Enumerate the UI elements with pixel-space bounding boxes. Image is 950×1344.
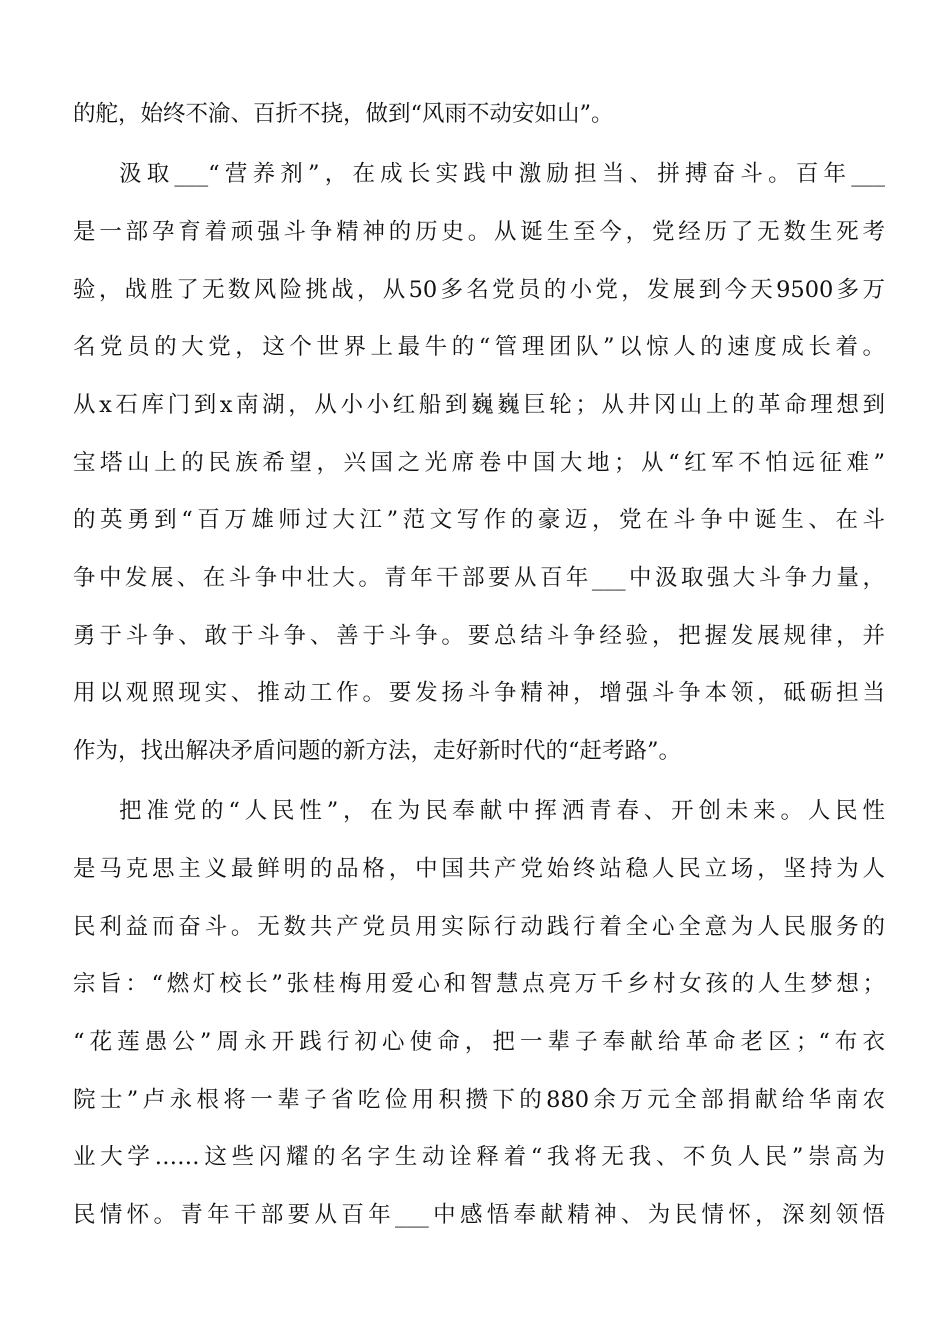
text-line: 宝塔山上的民族希望，兴国之光席卷中国大地；从“红军不怕远征难” <box>73 450 885 476</box>
text-line: 业大学……这些闪耀的名字生动诠释着“我将无我、不负人民”崇高为 <box>73 1144 885 1170</box>
text-line: 是马克思主义最鲜明的品格，中国共产党始终站稳人民立场，坚持为人 <box>73 856 885 882</box>
paragraph-first-line: 把准党的“人民性”，在为民奉献中挥洒青春、开创未来。人民性 <box>119 798 885 824</box>
text-line: 勇于斗争、敢于斗争、善于斗争。要总结斗争经验，把握发展规律，并 <box>73 623 885 649</box>
paragraph-first-line: 汲取___“营养剂”，在成长实践中激励担当、拼搏奋斗。百年___ <box>119 161 885 187</box>
text-line: 争中发展、在斗争中壮大。青年干部要从百年___中汲取强大斗争力量， <box>73 565 885 591</box>
text-line: 用以观照现实、推动工作。要发扬斗争精神，增强斗争本领，砥砺担当 <box>73 680 885 706</box>
text-line: 民情怀。青年干部要从百年___中感悟奉献精神、为民情怀，深刻领悟 <box>73 1202 885 1228</box>
text-line: 院士”卢永根将一辈子省吃俭用积攒下的880余万元全部捐献给华南农 <box>73 1087 885 1113</box>
text-line: 作为，找出解决矛盾问题的新方法，走好新时代的“赶考路”。 <box>73 738 682 764</box>
text-line: 的舵，始终不渝、百折不挠，做到“风雨不动安如山”。 <box>73 101 614 127</box>
text-line: 从x石库门到x南湖，从小小红船到巍巍巨轮；从井冈山上的革命理想到 <box>73 392 885 418</box>
text-line: 是一部孕育着顽强斗争精神的历史。从诞生至今，党经历了无数生死考 <box>73 219 885 245</box>
text-line: 的英勇到“百万雄师过大江”范文写作的豪迈，党在斗争中诞生、在斗 <box>73 507 885 533</box>
text-line: 验，战胜了无数风险挑战，从50多名党员的小党，发展到今天9500多万 <box>73 277 885 303</box>
text-line: 宗旨：“燃灯校长”张桂梅用爱心和智慧点亮万千乡村女孩的人生梦想； <box>73 971 885 997</box>
text-line: “花莲愚公”周永开践行初心使命，把一辈子奉献给革命老区；“布衣 <box>73 1029 885 1055</box>
text-line: 民利益而奋斗。无数共产党员用实际行动践行着全心全意为人民服务的 <box>73 914 885 940</box>
text-line: 名党员的大党，这个世界上最牛的“管理团队”以惊人的速度成长着。 <box>73 334 885 360</box>
